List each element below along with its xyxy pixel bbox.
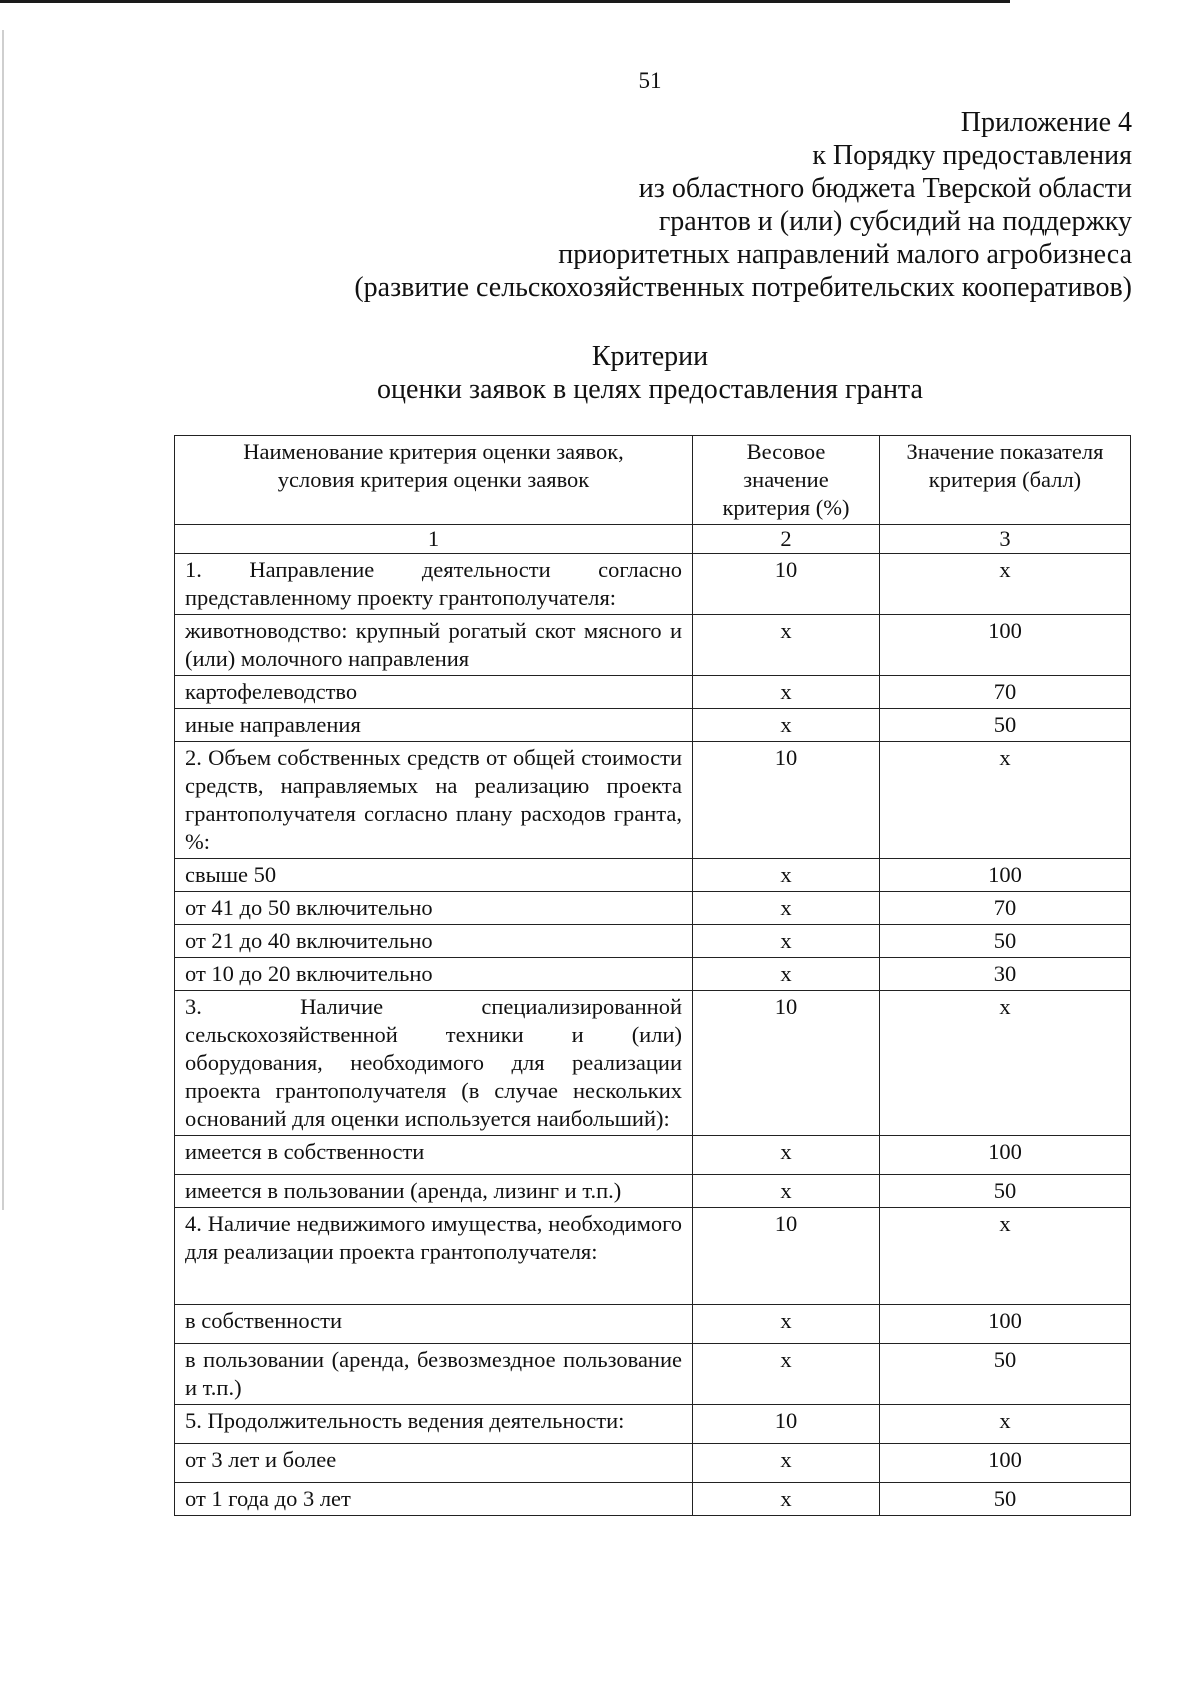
score-cell: 100: [880, 1444, 1131, 1483]
table-row: [175, 1405, 1131, 1444]
header-score: Значение показателя критерия (балл): [880, 436, 1131, 525]
weight-cell: х: [693, 1444, 880, 1483]
criterion-cell: 4. Наличие недвижимого имущества, необходимого для реализации проекта грантополучателя:: [175, 1208, 693, 1305]
criterion-cell: от 10 до 20 включительно: [175, 958, 693, 991]
table-column-numbers-row: [175, 525, 1131, 554]
criterion-cell: от 41 до 50 включительно: [175, 892, 693, 925]
column-number: 2: [693, 525, 880, 554]
appendix-line: Приложение 4: [960, 107, 1132, 138]
scan-border-left: [2, 30, 4, 1210]
scan-border-top: [0, 0, 1010, 3]
column-number: 1: [175, 525, 693, 554]
weight-cell: х: [693, 709, 880, 742]
weight-cell: х: [693, 1136, 880, 1175]
criterion-cell: иные направления: [175, 709, 693, 742]
table-row: [175, 709, 1131, 742]
criterion-cell: имеется в собственности: [175, 1136, 693, 1175]
criteria-table: [174, 435, 1131, 1516]
table-row: [175, 1136, 1131, 1175]
score-cell: х: [880, 554, 1131, 615]
header-criterion: Наименование критерия оценки заявок, условия критерия оценки заявок: [175, 436, 693, 525]
table-row: [175, 1208, 1131, 1305]
table-header-row: [175, 436, 1131, 525]
weight-cell: х: [693, 892, 880, 925]
criterion-cell: в пользовании (аренда, безвозмездное пользование и т.п.): [175, 1344, 693, 1405]
weight-cell: 10: [693, 554, 880, 615]
weight-cell: 10: [693, 1405, 880, 1444]
weight-cell: х: [693, 676, 880, 709]
table-row: [175, 925, 1131, 958]
table-row: [175, 1305, 1131, 1344]
weight-cell: х: [693, 615, 880, 676]
score-cell: х: [880, 742, 1131, 859]
column-number: 3: [880, 525, 1131, 554]
score-cell: 100: [880, 1136, 1131, 1175]
appendix-line: (развитие сельскохозяйственных потребительских кооперативов): [354, 272, 1132, 303]
criterion-cell: от 21 до 40 включительно: [175, 925, 693, 958]
score-cell: 50: [880, 1483, 1131, 1516]
appendix-line: к Порядку предоставления: [812, 140, 1132, 171]
title-line-2: оценки заявок в целях предоставления гранта: [377, 374, 923, 405]
title-line-1: Критерии: [591, 341, 709, 372]
appendix-line: из областного бюджета Тверской области: [638, 173, 1132, 204]
score-cell: х: [880, 991, 1131, 1136]
criterion-cell: 1. Направление деятельности согласно представленному проекту грантополучателя:: [175, 554, 693, 615]
weight-cell: х: [693, 1344, 880, 1405]
table-row: [175, 615, 1131, 676]
weight-cell: 10: [693, 742, 880, 859]
weight-cell: х: [693, 1483, 880, 1516]
criterion-cell: в собственности: [175, 1305, 693, 1344]
score-cell: 100: [880, 859, 1131, 892]
criterion-cell: 2. Объем собственных средств от общей стоимости средств, направляемых на реализацию проекта грантополучателя согласно плану расходов гранта, %:: [175, 742, 693, 859]
criterion-cell: имеется в пользовании (аренда, лизинг и т.п.): [175, 1175, 693, 1208]
table-row: [175, 859, 1131, 892]
table-row: [175, 1483, 1131, 1516]
appendix-line: приоритетных направлений малого агробизнеса: [558, 239, 1132, 270]
score-cell: 50: [880, 709, 1131, 742]
weight-cell: 10: [693, 1208, 880, 1305]
criterion-cell: от 1 года до 3 лет: [175, 1483, 693, 1516]
table-row: [175, 554, 1131, 615]
appendix-line: грантов и (или) субсидий на поддержку: [658, 206, 1132, 237]
score-cell: х: [880, 1208, 1131, 1305]
weight-cell: х: [693, 1175, 880, 1208]
table-row: [175, 1344, 1131, 1405]
table-row: [175, 892, 1131, 925]
document-title: [0, 340, 1200, 406]
appendix-header: [354, 106, 1132, 304]
score-cell: 100: [880, 615, 1131, 676]
weight-cell: х: [693, 1305, 880, 1344]
table-row: [175, 958, 1131, 991]
score-cell: 50: [880, 1344, 1131, 1405]
criterion-cell: от 3 лет и более: [175, 1444, 693, 1483]
criterion-cell: свыше 50: [175, 859, 693, 892]
criterion-cell: 5. Продолжительность ведения деятельности:: [175, 1405, 693, 1444]
criterion-cell: животноводство: крупный рогатый скот мясного и (или) молочного направления: [175, 615, 693, 676]
page-number: 51: [638, 68, 662, 93]
table-row: [175, 991, 1131, 1136]
table-row: [175, 742, 1131, 859]
score-cell: 30: [880, 958, 1131, 991]
table-row: [175, 676, 1131, 709]
table-row: [175, 1175, 1131, 1208]
table-row: [175, 1444, 1131, 1483]
weight-cell: 10: [693, 991, 880, 1136]
weight-cell: х: [693, 859, 880, 892]
score-cell: 70: [880, 892, 1131, 925]
weight-cell: х: [693, 958, 880, 991]
score-cell: х: [880, 1405, 1131, 1444]
score-cell: 70: [880, 676, 1131, 709]
header-weight: Весовое значение критерия (%): [693, 436, 880, 525]
weight-cell: х: [693, 925, 880, 958]
criterion-cell: картофелеводство: [175, 676, 693, 709]
criterion-cell: 3. Наличие специализированной сельскохозяйственной техники и (или) оборудования, необходимого для реализации проекта грантополучателя (в случае нескольких оснований для оценки используется наибольший):: [175, 991, 693, 1136]
score-cell: 50: [880, 1175, 1131, 1208]
score-cell: 50: [880, 925, 1131, 958]
score-cell: 100: [880, 1305, 1131, 1344]
